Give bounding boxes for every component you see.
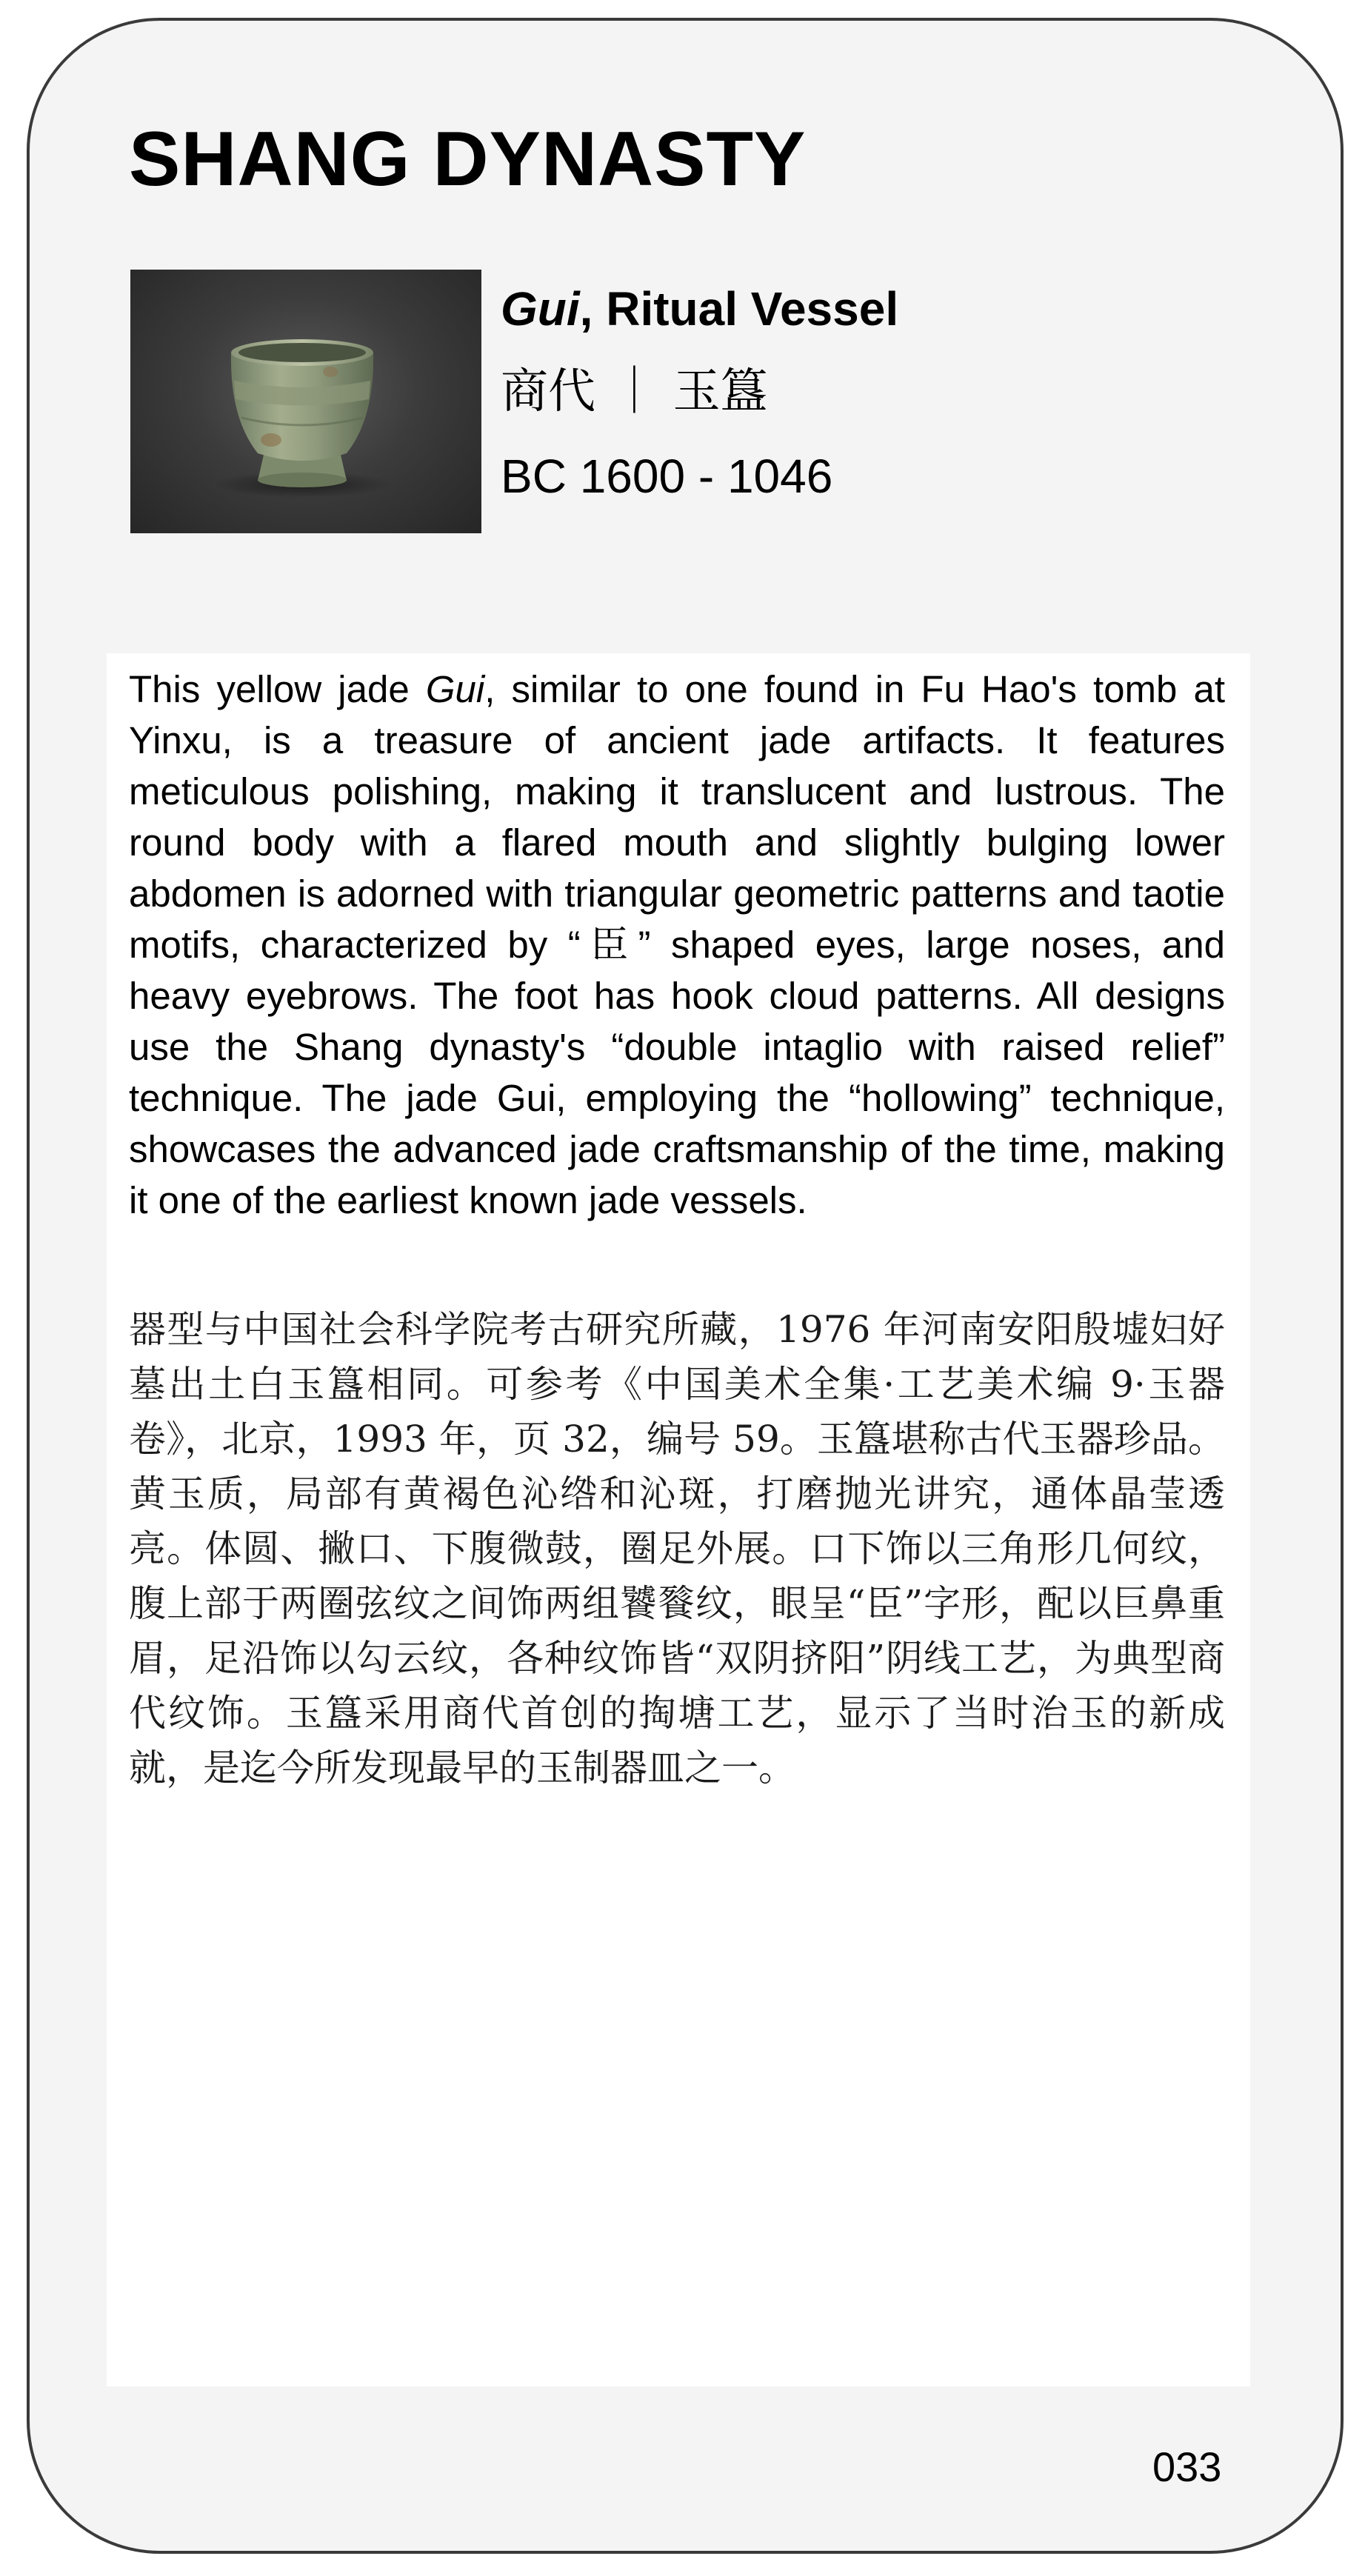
page-number: 033: [1152, 2443, 1222, 2490]
artifact-header: [501, 276, 898, 510]
english-description-part2: , similar to one found in Fu Hao's tomb at Yinxu, is a treasure of ancient jade artifacts. It features meticulous polishing, making it translucent and lustrous. The round body with a flared mouth and slightly bulging lower abdomen is adorned with triangular geometric patterns and taotie motifs, characterized by “臣” shaped eyes, large noses, and heavy eyebrows. The foot has hook cloud patterns. All designs use the Shang dynasty's “double intaglio with raised relief” technique. The jade Gui, employing the “hollowing” technique, showcases the advanced jade craftsmanship of the time, making it one of the earliest known jade vessels.: [129, 668, 1225, 1221]
artifact-name-chinese: 商代 ｜ 玉簋: [501, 364, 768, 419]
artifact-name-rest: , Ritual Vessel: [579, 282, 899, 336]
page-title: SHANG DYNASTY: [129, 116, 807, 202]
artifact-date: BC 1600 - 1046: [501, 450, 833, 503]
chinese-description: 器型与中国社会科学院考古研究所藏，1976 年河南安阳殷墟妇好墓出土白玉簋相同。可参考《中国美术全集·工艺美术编 9·玉器卷》，北京，1993 年，页 32，编号 59。玉簋堪称古代玉器珍品。黄玉质，局部有黄褐色沁绺和沁斑，打磨抛光讲究，通体晶莹透亮。体圆、撇口、下腹微鼓，圈足外展。口下饰以三角形几何纹，腹上部于两圈弦纹之间饰两组饕餮纹，眼呈“臣”字形，配以巨鼻重眉，足沿饰以勾云纹，各种纹饰皆“双阴挤阳”阴线工艺，为典型商代纹饰。玉簋采用商代首创的掏塘工艺，显示了当时治玉的新成就，是迄今所发现最早的玉制器皿之一。: [129, 1308, 1225, 1789]
description-panel: [107, 653, 1250, 2386]
artifact-name-italic: Gui: [501, 282, 580, 336]
english-description-italic: Gui: [425, 668, 485, 710]
english-description-part1: This yellow jade: [129, 668, 426, 710]
artifact-name: [501, 276, 898, 342]
artifact-photo: [130, 270, 481, 533]
english-description: [129, 664, 1225, 1226]
